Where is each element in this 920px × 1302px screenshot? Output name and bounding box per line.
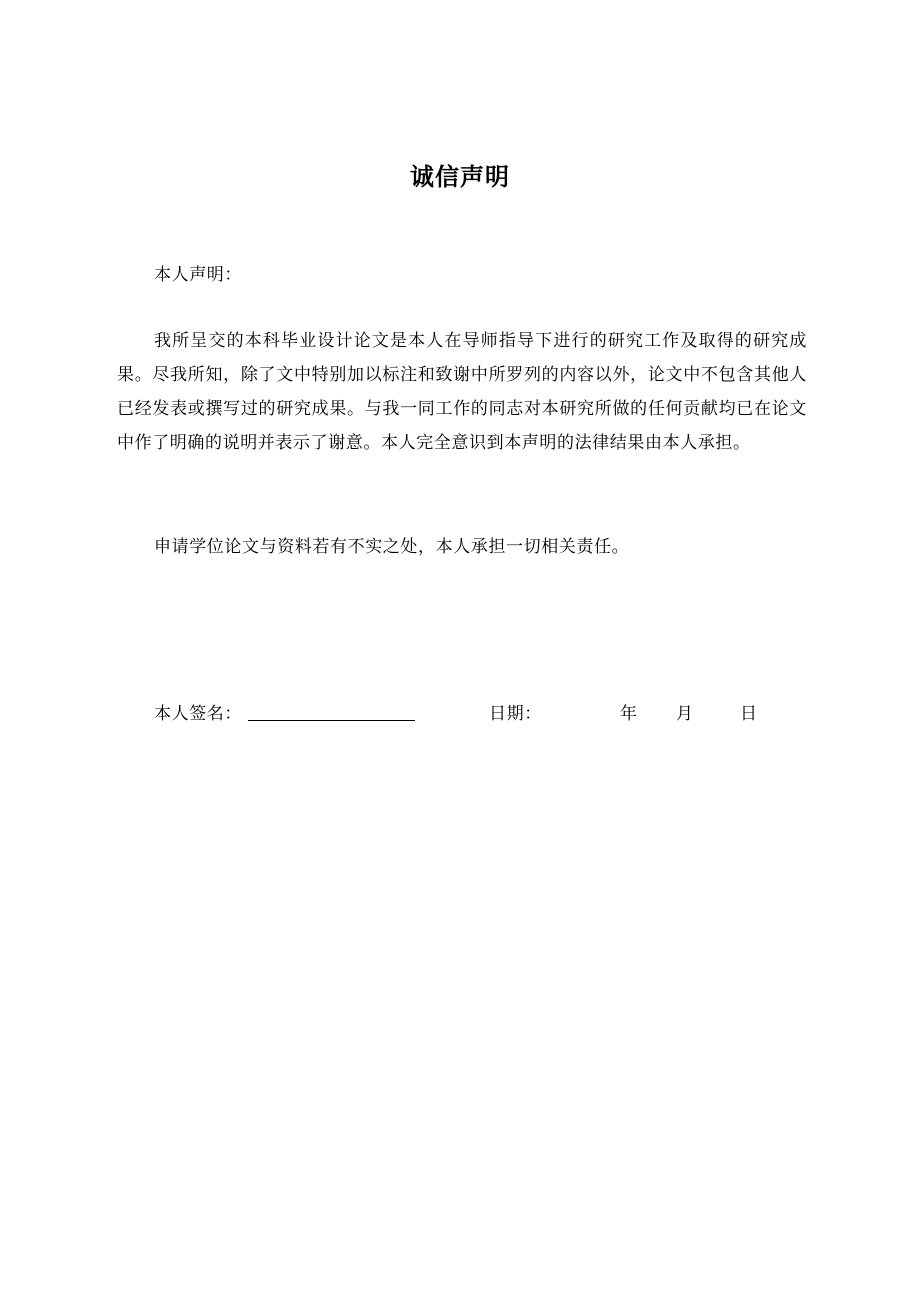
responsibility-statement: 申请学位论文与资料若有不实之处，本人承担一切相关责任。 (154, 537, 630, 557)
date-label: 日期： (489, 704, 542, 724)
signature-row (154, 697, 794, 731)
signature-line[interactable] (248, 720, 415, 721)
signature-label: 本人签名： (154, 704, 242, 724)
intro-text: 本人声明： (154, 265, 242, 285)
month-label: 月 (676, 704, 694, 724)
day-label: 日 (740, 704, 758, 724)
page-title: 诚信声明 (410, 163, 510, 191)
declaration-paragraph: 我所呈交的本科毕业设计论文是本人在导师指导下进行的研究工作及取得的研究成果。尽我所知，除了文中特别加以标注和致谢中所罗列的内容以外，论文中不包含其他人已经发表或撰写过的研究成果。与我一同工作的同志对本研究所做的任何贡献均已在论文中作了明确的说明并表示了谢意。本人完全意识到本声明的法律结果由本人承担。 (117, 331, 807, 453)
year-label: 年 (620, 704, 638, 724)
